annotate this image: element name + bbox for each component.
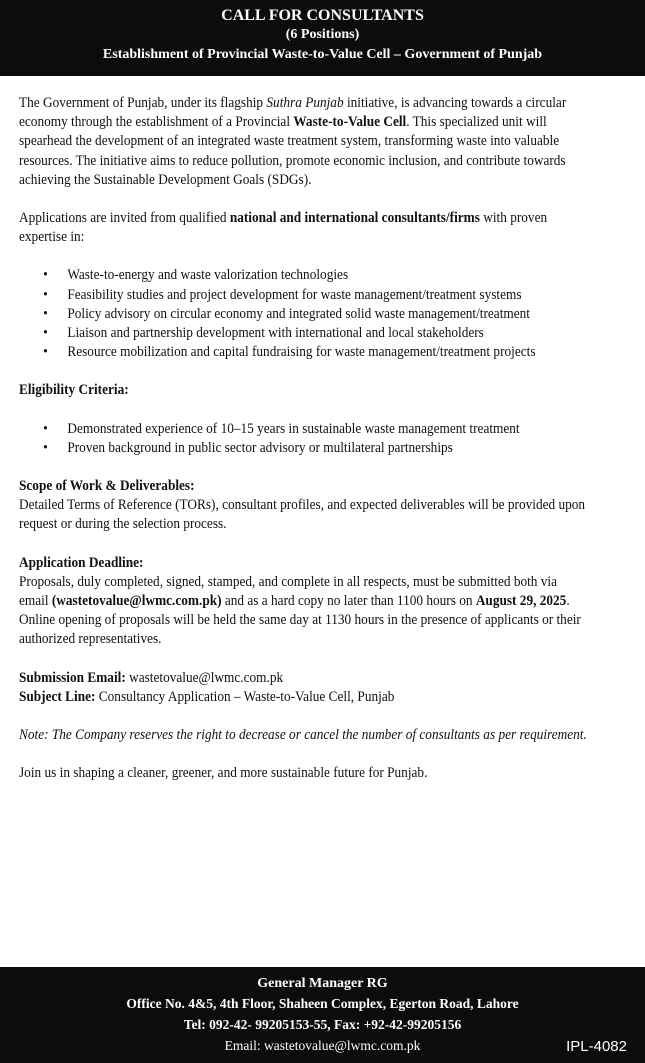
page-subtitle: Establishment of Provincial Waste-to-Value Cell – Government of Punjab bbox=[102, 47, 543, 62]
deadline-heading: Application Deadline: bbox=[19, 554, 144, 571]
scope-text: Detailed Terms of Reference (TORs), consultant profiles, and expected deliverables will be provided upon request or during the selection process. bbox=[19, 497, 586, 533]
list-item: • Proven background in public sector advisory or multilateral partnerships bbox=[19, 439, 588, 458]
positions-count: (6 Positions) bbox=[285, 27, 360, 42]
list-item: • Demonstrated experience of 10–15 years in sustainable waste management treatment bbox=[19, 420, 588, 439]
page-title: CALL FOR CONSULTANTS bbox=[221, 7, 424, 24]
expertise-list bbox=[19, 266, 588, 362]
reference-code: IPL-4082 bbox=[566, 1038, 627, 1055]
footer-phone: Tel: 092-42- 99205153-55, Fax: +92-42-99205156 bbox=[183, 1017, 462, 1032]
list-item: • Waste-to-energy and waste valorization technologies bbox=[19, 266, 588, 285]
initiative-name: Suthra Punjab bbox=[266, 95, 344, 111]
scope-heading: Scope of Work & Deliverables: bbox=[19, 478, 195, 495]
footer-email: Email: wastetovalue@lwmc.com.pk bbox=[224, 1038, 421, 1053]
cell-name: Waste-to-Value Cell bbox=[293, 114, 407, 131]
eligibility-list bbox=[19, 420, 588, 458]
list-item: • Liaison and partnership development with international and local stakeholders bbox=[19, 324, 588, 343]
list-item: • Feasibility studies and project development for waste management/treatment systems bbox=[19, 286, 588, 305]
footer-banner bbox=[0, 967, 645, 1063]
note-text: Note: The Company reserves the right to decrease or cancel the number of consultants as per requirement. bbox=[19, 727, 587, 744]
footer-address: Office No. 4&5, 4th Floor, Shaheen Complex, Egerton Road, Lahore bbox=[126, 996, 519, 1011]
list-item: • Resource mobilization and capital fundraising for waste management/treatment projects bbox=[19, 343, 588, 362]
subject-line: Subject Line: Consultancy Application – Waste-to-Value Cell, Punjab bbox=[19, 688, 395, 705]
applications-paragraph: Applications are invited from qualified national and international consultants/firms with proven expertise in: bbox=[19, 210, 548, 246]
deadline-date: August 29, 2025 bbox=[475, 593, 567, 610]
list-item: • Policy advisory on circular economy and integrated solid waste management/treatment bbox=[19, 305, 588, 324]
deadline-text: Proposals, duly completed, signed, stamped, and complete in all respects, must be submitted both via email (wastetovalue@lwmc.com.pk) and as a hard copy no later than 1100 hours on August 29, 2025. Online opening of proposals will be held the same day at 1130 hours in the presence of applicants or their authorized representatives. bbox=[19, 573, 581, 648]
intro-paragraph: The Government of Punjab, under its flagship Suthra Punjab initiative, is advancing towards a circular economy through the establishment of a Provincial Waste-to-Value Cell. This specialized unit will spearhead the development of an integrated waste treatment system, transforming waste into valuable resources. The initiative aims to reduce pollution, promote economic inclusion, and contribute towards achieving the Sustainable Development Goals (SDGs). bbox=[19, 95, 567, 188]
eligibility-heading: Eligibility Criteria: bbox=[19, 382, 129, 399]
deadline-email: (wastetovalue@lwmc.com.pk) bbox=[51, 593, 222, 610]
footer-title: General Manager RG bbox=[257, 976, 388, 991]
submission-email: Submission Email: wastetovalue@lwmc.com.pk bbox=[19, 669, 284, 686]
header-banner bbox=[0, 0, 645, 76]
closing-text: Join us in shaping a cleaner, greener, and more sustainable future for Punjab. bbox=[19, 765, 428, 782]
document-body bbox=[19, 94, 588, 783]
